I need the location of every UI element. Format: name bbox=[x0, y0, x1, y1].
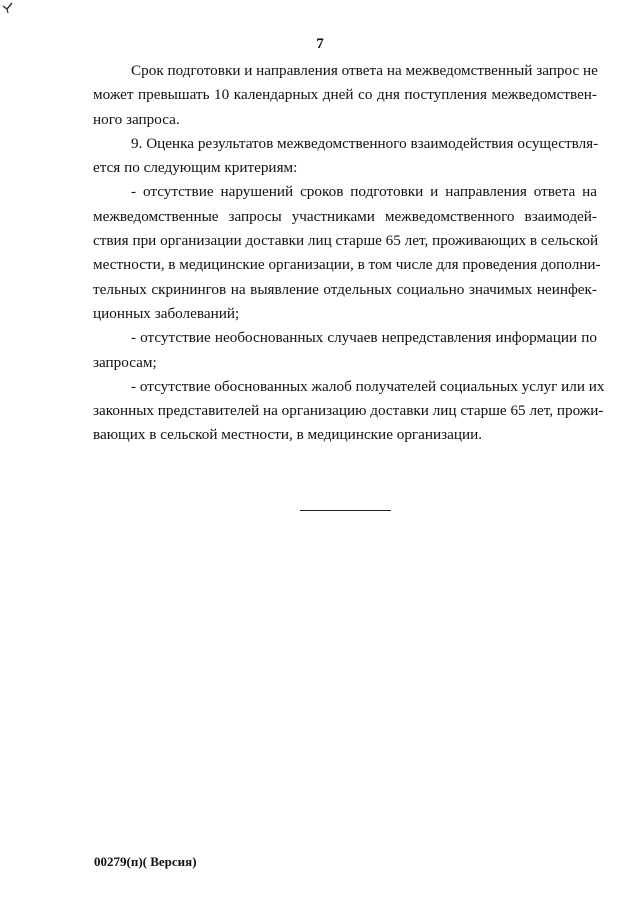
paragraph bbox=[93, 132, 597, 181]
footer-document-code: 00279(п)( Версия) bbox=[94, 854, 197, 869]
text-line: - отсутствие обоснованных жалоб получателей социальных услуг или их bbox=[131, 377, 605, 395]
page-number: 7 bbox=[316, 36, 324, 52]
text-line: ется по следующим критериям: bbox=[93, 159, 298, 177]
text-line: 9. Оценка результатов межведомственного взаимодействия осуществля- bbox=[131, 134, 599, 152]
text-line: ционных заболеваний; bbox=[93, 304, 240, 322]
separator-line bbox=[300, 510, 391, 511]
text-line: межведомственные запросы участниками межведомственного взаимодей- bbox=[93, 207, 597, 225]
text-line: может превышать 10 календарных дней со дня поступления межведомствен- bbox=[93, 86, 597, 104]
text-line: тельных скринингов на выявление отдельных социально значимых неинфек- bbox=[93, 280, 597, 298]
paragraph bbox=[93, 375, 605, 448]
text-line: законных представителей на организацию доставки лиц старше 65 лет, прожи- bbox=[93, 402, 604, 420]
text-line: ствия при организации доставки лиц старше 65 лет, проживающих в сельской bbox=[93, 232, 599, 250]
text-line: вающих в сельской местности, в медицинские организации. bbox=[93, 426, 483, 444]
text-line: - отсутствие нарушений сроков подготовки и направления ответа на bbox=[131, 183, 597, 201]
document-body bbox=[93, 59, 605, 448]
scan-mark-icon bbox=[2, 0, 14, 14]
text-line: запросам; bbox=[93, 353, 157, 371]
paragraph bbox=[93, 59, 597, 132]
text-line: ного запроса. bbox=[93, 110, 180, 128]
text-line: Срок подготовки и направления ответа на межведомственный запрос не bbox=[131, 62, 598, 79]
paragraph bbox=[93, 326, 597, 375]
text-line: - отсутствие необоснованных случаев непредставления информации по bbox=[131, 329, 597, 347]
text-line: местности, в медицинские организации, в том числе для проведения дополни- bbox=[93, 256, 601, 274]
paragraph bbox=[93, 180, 601, 326]
